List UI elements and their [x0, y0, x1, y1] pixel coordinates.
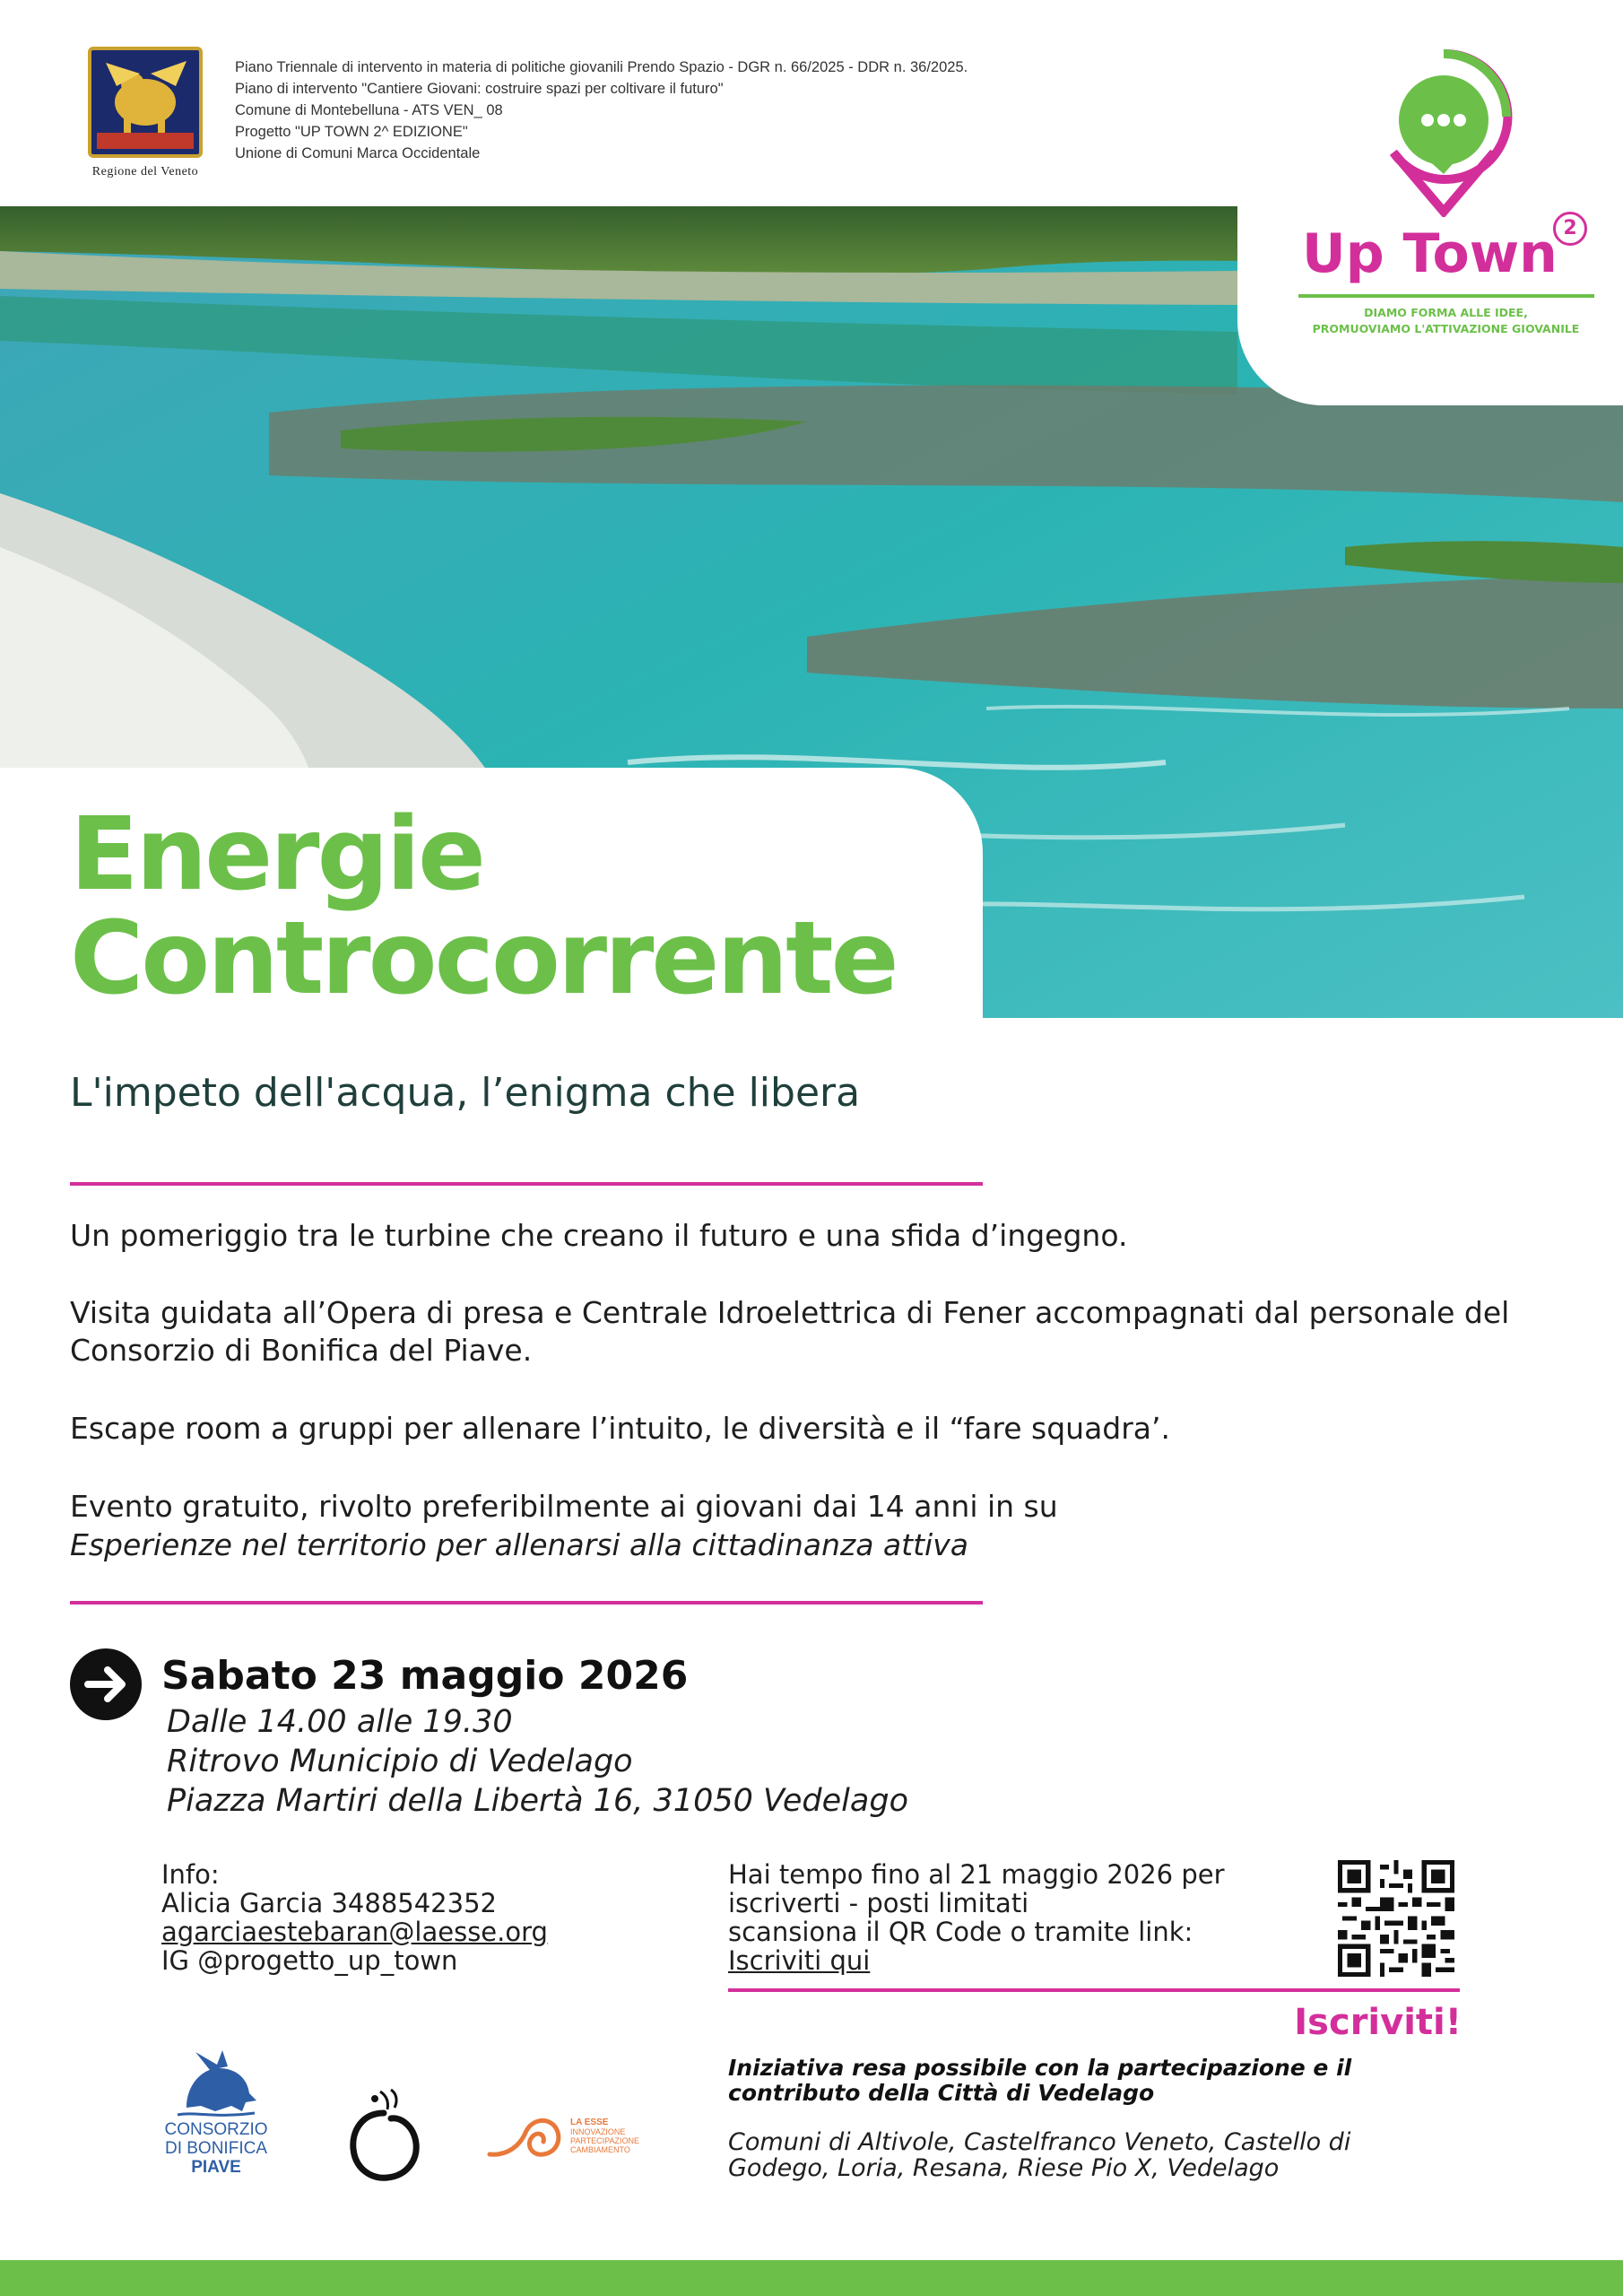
header-line: Unione di Comuni Marca Occidentale — [235, 145, 481, 161]
event-address: Piazza Martiri della Libertà 16, 31050 Vedelago — [167, 1783, 908, 1819]
info-contact: Alicia Garcia 3488542352 — [161, 1888, 497, 1918]
project-header — [235, 57, 1114, 164]
registration-block — [728, 1860, 1284, 1975]
badge-superscript: 2 — [1553, 212, 1587, 246]
register-link[interactable]: Iscriviti qui — [728, 1945, 871, 1976]
logo-text: PARTECIPAZIONE — [570, 2136, 640, 2145]
register-cta[interactable]: Iscriviti! — [1294, 2002, 1462, 2043]
header-line: Comune di Montebelluna - ATS VEN_ 08 — [235, 102, 503, 118]
footer-bar — [0, 2260, 1623, 2296]
registration-line: Hai tempo fino al 21 maggio 2026 per — [728, 1859, 1225, 1890]
header-line: Piano di intervento "Cantiere Giovani: costruire spazi per coltivare il futuro" — [235, 81, 724, 97]
arrow-right-icon — [70, 1648, 142, 1720]
badge-title: Up Town — [1302, 222, 1558, 285]
title-line: Energie — [70, 796, 483, 913]
title-line: Controcorrente — [70, 900, 897, 1017]
event-meeting-point: Ritrovo Municipio di Vedelago — [167, 1744, 633, 1779]
lion-of-saint-mark-icon — [88, 47, 203, 158]
paragraph-italic — [70, 1526, 1558, 1564]
registration-line: iscriverti - posti limitati — [728, 1888, 1029, 1918]
paragraph: Visita guidata all’Opera di presa e Centrale Idroelettrica di Fener accompagnati dal personale del Consorzio di Bonifica del Piave. — [70, 1295, 1510, 1368]
paragraph: Evento gratuito, rivolto preferibilmente ai giovani dai 14 anni in su — [70, 1489, 1058, 1524]
divider — [70, 1601, 983, 1605]
event-details — [167, 1702, 908, 1821]
event-subtitle: L'impeto dell'acqua, l’enigma che libera — [70, 1070, 861, 1116]
up-town-badge — [1237, 0, 1623, 405]
paragraph: Un pomeriggio tra le turbine che creano il futuro e una sfida d’ingegno. — [70, 1218, 1128, 1253]
event-title — [70, 796, 897, 1017]
instagram-handle: IG @progetto_up_town — [161, 1945, 458, 1976]
tagline-line: PROMUOVIAMO L'ATTIVAZIONE GIOVANILE — [1312, 322, 1580, 335]
italic-text: Esperienze nel territorio per allenarsi alla cittadinanza attiva — [70, 1527, 968, 1562]
divider — [70, 1182, 983, 1186]
info-block — [161, 1860, 548, 1975]
divider — [728, 1988, 1460, 1992]
event-date: Sabato 23 maggio 2026 — [161, 1653, 689, 1699]
spiral-icon — [481, 2100, 567, 2172]
laesse-text — [570, 2118, 639, 2154]
contribution-note: Iniziativa resa possibile con la partecipazione e il contributo della Città di Vedelago — [728, 2055, 1352, 2106]
consorzio-bonifica-piave-logo — [160, 2048, 273, 2188]
logo-text: PIAVE — [191, 2158, 241, 2177]
logo-text: INNOVAZIONE — [570, 2127, 626, 2136]
chat-pin-icon — [1372, 47, 1515, 217]
municipalities-note: Comuni di Altivole, Castelfranco Veneto, Castello di Godego, Loria, Resana, Riese Pio X, Vedelago — [728, 2128, 1351, 2182]
email-link[interactable]: agarciaestebaran@laesse.org — [161, 1917, 548, 1947]
laesse-logo — [481, 2100, 642, 2172]
qr-code[interactable] — [1338, 1860, 1454, 1977]
badge-tagline — [1291, 305, 1601, 337]
paragraph: Escape room a gruppi per allenare l’intuito, le diversità e il “fare squadra’. — [70, 1411, 1171, 1446]
region-caption: Regione del Veneto — [91, 165, 199, 178]
logo-text: LA ESSE — [570, 2118, 609, 2127]
logo-text: DI BONIFICA — [164, 2139, 267, 2158]
logo-text: CONSORZIO — [164, 2120, 268, 2139]
event-time: Dalle 14.00 alle 19.30 — [167, 1704, 513, 1740]
logo-text: CAMBIAMENTO — [570, 2145, 630, 2154]
header-line: Progetto "UP TOWN 2^ EDIZIONE" — [235, 124, 468, 140]
enso-circle-logo — [344, 2086, 423, 2185]
registration-line: scansiona il QR Code o tramite link: — [728, 1917, 1193, 1947]
tagline-line: DIAMO FORMA ALLE IDEE, — [1364, 306, 1528, 319]
info-label: Info: — [161, 1859, 220, 1890]
header-line: Piano Triennale di intervento in materia di politiche giovanili Prendo Spazio - DGR n. 66/2025 - DDR n. 36/2025. — [235, 59, 968, 75]
consorzio-name — [160, 2120, 273, 2177]
badge-divider — [1298, 294, 1594, 298]
regione-veneto-logo — [70, 47, 221, 187]
winged-lion-icon — [160, 2048, 273, 2120]
